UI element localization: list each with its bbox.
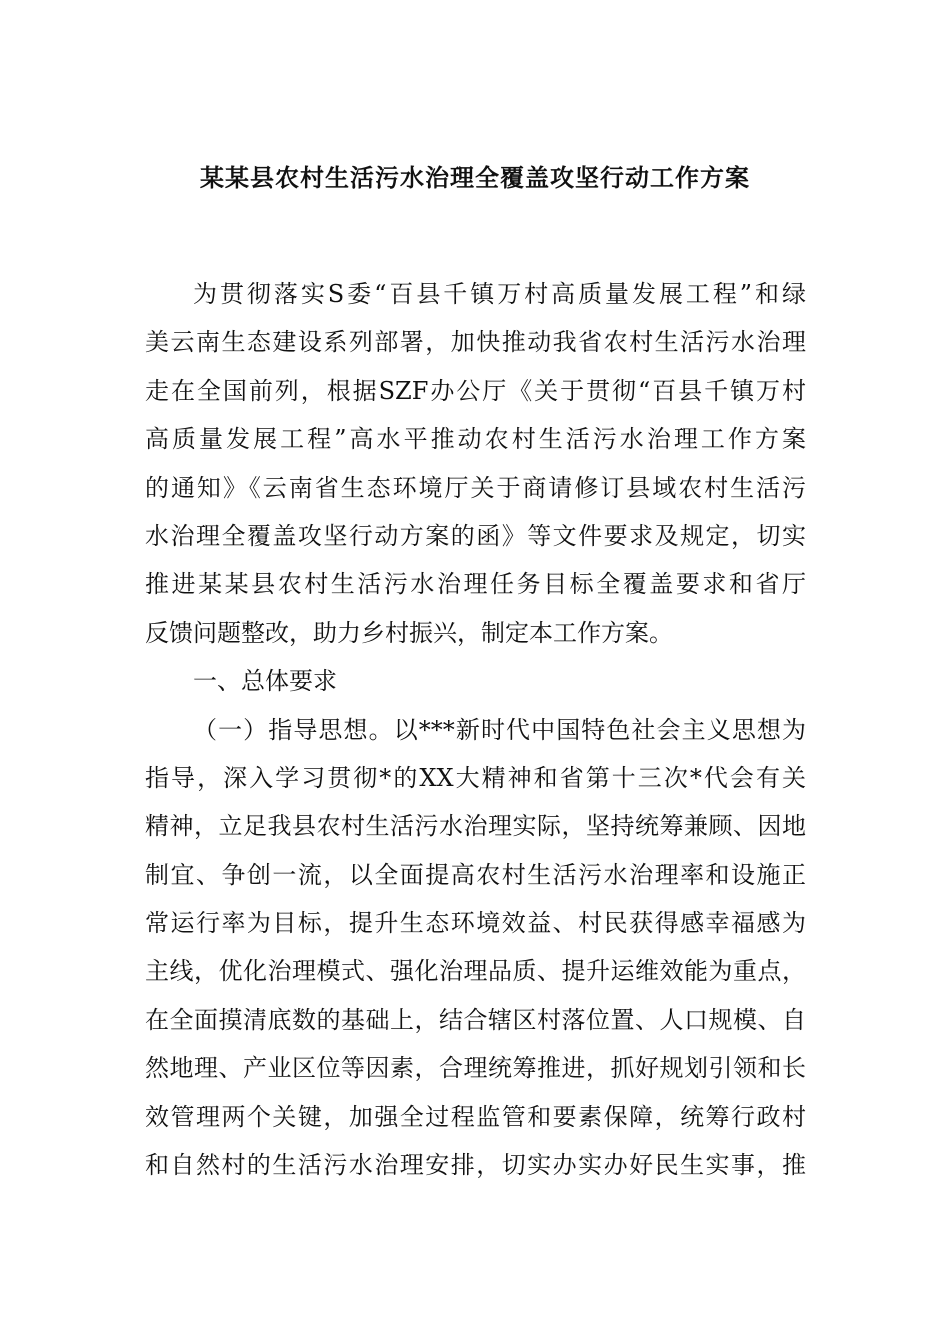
text-line: 主线，优化治理模式、强化治理品质、提升运维效能为重点， bbox=[145, 957, 806, 986]
text-line: （一）指导思想。以***新时代中国特色社会主义思想为 bbox=[193, 715, 806, 744]
text-line: 的通知》《云南省生态环境厅关于商请修订县域农村生活污 bbox=[145, 473, 806, 502]
text-line: 推进某某县农村生活污水治理任务目标全覆盖要求和省厅 bbox=[145, 570, 806, 599]
text-line: 制宜、争创一流，以全面提高农村生活污水治理率和设施正 bbox=[145, 860, 806, 889]
text-line: 指导，深入学习贯彻*的XX大精神和省第十三次*代会有关 bbox=[145, 763, 806, 792]
text-line: 高质量发展工程”高水平推动农村生活污水治理工作方案 bbox=[145, 425, 806, 454]
text-line: 和自然村的生活污水治理安排，切实办实办好民生实事，推 bbox=[145, 1151, 806, 1180]
text-line: 反馈问题整改，助力乡村振兴，制定本工作方案。 bbox=[145, 618, 673, 647]
text-line: 在全面摸清底数的基础上，结合辖区村落位置、人口规模、自 bbox=[145, 1005, 806, 1034]
document-title: 某某县农村生活污水治理全覆盖攻坚行动工作方案 bbox=[200, 164, 750, 192]
text-line: 常运行率为目标，提升生态环境效益、村民获得感幸福感为 bbox=[145, 909, 806, 938]
document-body bbox=[145, 270, 806, 1189]
section-heading: 一、总体要求 bbox=[193, 667, 337, 696]
text-line: 美云南生态建设系列部署，加快推动我省农村生活污水治理 bbox=[145, 328, 806, 357]
text-line: 走在全国前列，根据SZF办公厅《关于贯彻“百县千镇万村 bbox=[145, 376, 806, 405]
text-line: 水治理全覆盖攻坚行动方案的函》等文件要求及规定，切实 bbox=[145, 521, 806, 550]
text-line: 精神，立足我县农村生活污水治理实际，坚持统筹兼顾、因地 bbox=[145, 812, 806, 841]
text-line: 效管理两个关键，加强全过程监管和要素保障，统筹行政村 bbox=[145, 1102, 806, 1131]
text-line: 为贯彻落实S委“百县千镇万村高质量发展工程”和绿 bbox=[193, 280, 806, 308]
text-line: 然地理、产业区位等因素，合理统筹推进，抓好规划引领和长 bbox=[145, 1054, 806, 1083]
